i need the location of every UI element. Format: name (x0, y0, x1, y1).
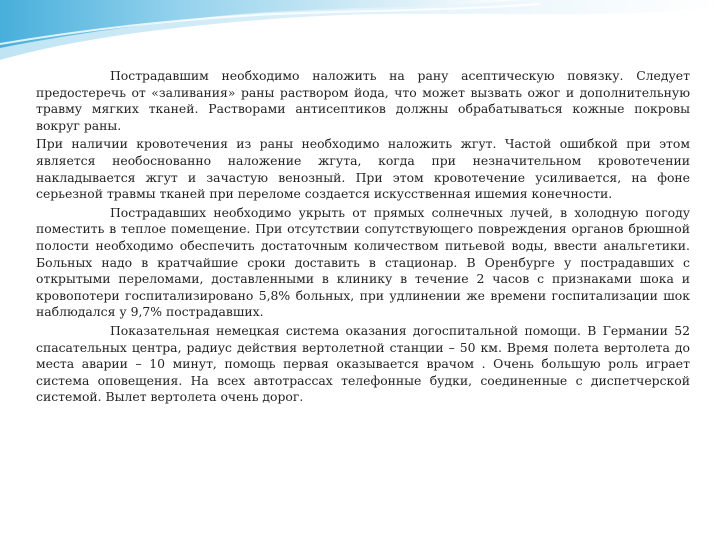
body-text (36, 68, 690, 408)
paragraph-wound-dressing: Пострадавшим необходимо наложить на рану асептическую повязку. Следует предостеречь от «заливания» раны раствором йода, что может вызвать ожог и дополнительную травму мягких тканей. Растворами антисептиков должны обрабатываться кожные покровы вокруг раны. (36, 68, 690, 133)
paragraph-shelter-transport: Пострадавших необходимо укрыть от прямых солнечных лучей, в холодную погоду поместить в теплое помещение. При отсутствии сопутствующего повреждения органов брюшной полости необходимо обеспечить достаточным количеством питьевой воды, ввести анальгетики. Больных надо в кратчайшие сроки доставить в стационар. В Оренбурге у пострадавших с открытыми переломами, доставленными в клинику в течение 2 часов с признаками шока и кровопотери госпитализировано 5,8% больных, при удлинении же времени госпитализации шок наблюдался у 9,7% пострадавших. (36, 204, 690, 320)
paragraph-german-system: Показательная немецкая система оказания догоспитальной помощи. В Германии 52 спасательных центра, радиус действия вертолетной станции – 50 км. Время полета вертолета до места аварии – 10 минут, помощь первая оказывается врачом . Очень большую роль играет система оповещения. На всех автотрассах телефонные будки, соединенные с диспетчерской системой. Вылет вертолета очень дорог. (36, 322, 690, 405)
paragraph-tourniquet: При наличии кровотечения из раны необходимо наложить жгут. Частой ошибкой при этом является необоснованно наложение жгута, когда при незначительном кровотечении накладывается жгут и зачастую венозный. При этом кровотечение усиливается, на фоне серьезной травмы тканей при переломе создается искусственная ишемия конечности. (36, 136, 690, 202)
